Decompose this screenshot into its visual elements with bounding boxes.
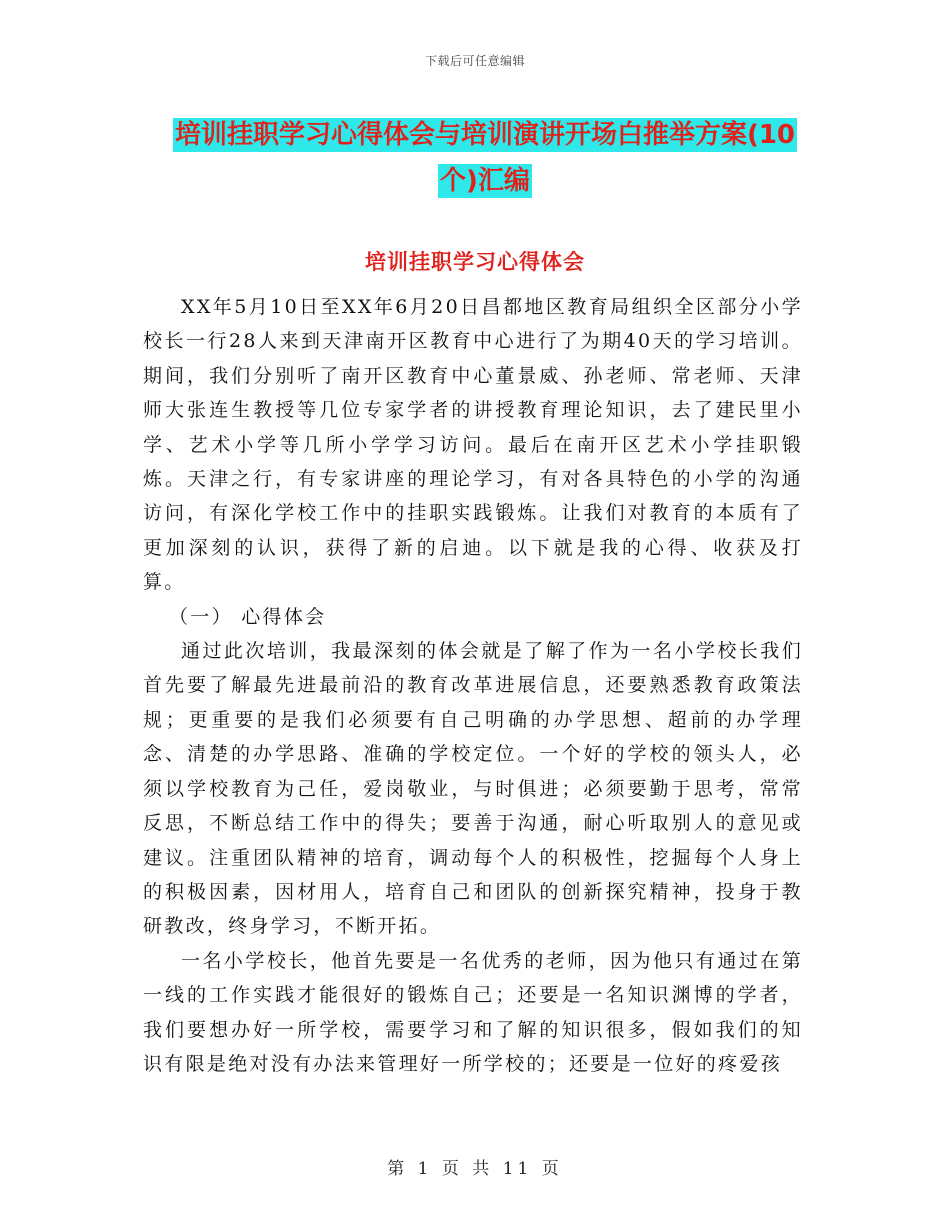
- header-note: 下载后可任意编辑: [424, 54, 525, 68]
- body-text: [143, 290, 803, 1081]
- document-title-line-2: 个)汇编: [440, 166, 530, 196]
- subheading: （一） 心得体会: [169, 605, 327, 628]
- paragraph: 一名小学校长，他首先要是一名优秀的老师，因为他只有通过在第一线的工作实践才能很好的锻炼自己；还要是一名知识渊博的学者，我们要想办好一所学校，需要学习和了解的知识很多，假如我们的知识有限是绝对没有办法来管理好一所学校的；还要是一位好的疼爱孩: [143, 949, 803, 1075]
- document-title-line-1: 培训挂职学习心得体会与培训演讲开场白推举方案(10: [174, 120, 796, 150]
- document-title: [140, 112, 830, 204]
- paragraph: XX年5月10日至XX年6月20日昌都地区教育局组织全区部分小学校长一行28人来到天津南开区教育中心进行了为期40天的学习培训。期间，我们分别听了南开区教育中心董景威、孙老师、常老师、天津师大张连生教授等几位专家学者的讲授教育理论知识，去了建民里小学、艺术小学等几所小学学习访问。最后在南开区艺术小学挂职锻炼。天津之行，有专家讲座的理论学习，有对各具特色的小学的沟通访问，有深化学校工作中的挂职实践锻炼。让我们对教育的本质有了更加深刻的认识，获得了新的启迪。以下就是我的心得、收获及打算。: [143, 296, 803, 594]
- page-footer: 第 1 页 共 11 页: [387, 1159, 563, 1179]
- paragraph: 通过此次培训，我最深刻的体会就是了解了作为一名小学校长我们首先要了解最先进最前沿的教育改革进展信息，还要熟悉教育政策法规；更重要的是我们必须要有自己明确的办学思想、超前的办学理念、清楚的办学思路、准确的学校定位。一个好的学校的领头人，必须以学校教育为己任，爱岗敬业，与时俱进；必须要勤于思考，常常反思，不断总结工作中的得失；要善于沟通，耐心听取别人的意见或建议。注重团队精神的培育，调动每个人的积极性，挖掘每个人身上的积极因素，因材用人，培育自己和团队的创新探究精神，投身于教研教改，终身学习，不断开拓。: [143, 640, 803, 938]
- section-title: 培训挂职学习心得体会: [365, 250, 585, 274]
